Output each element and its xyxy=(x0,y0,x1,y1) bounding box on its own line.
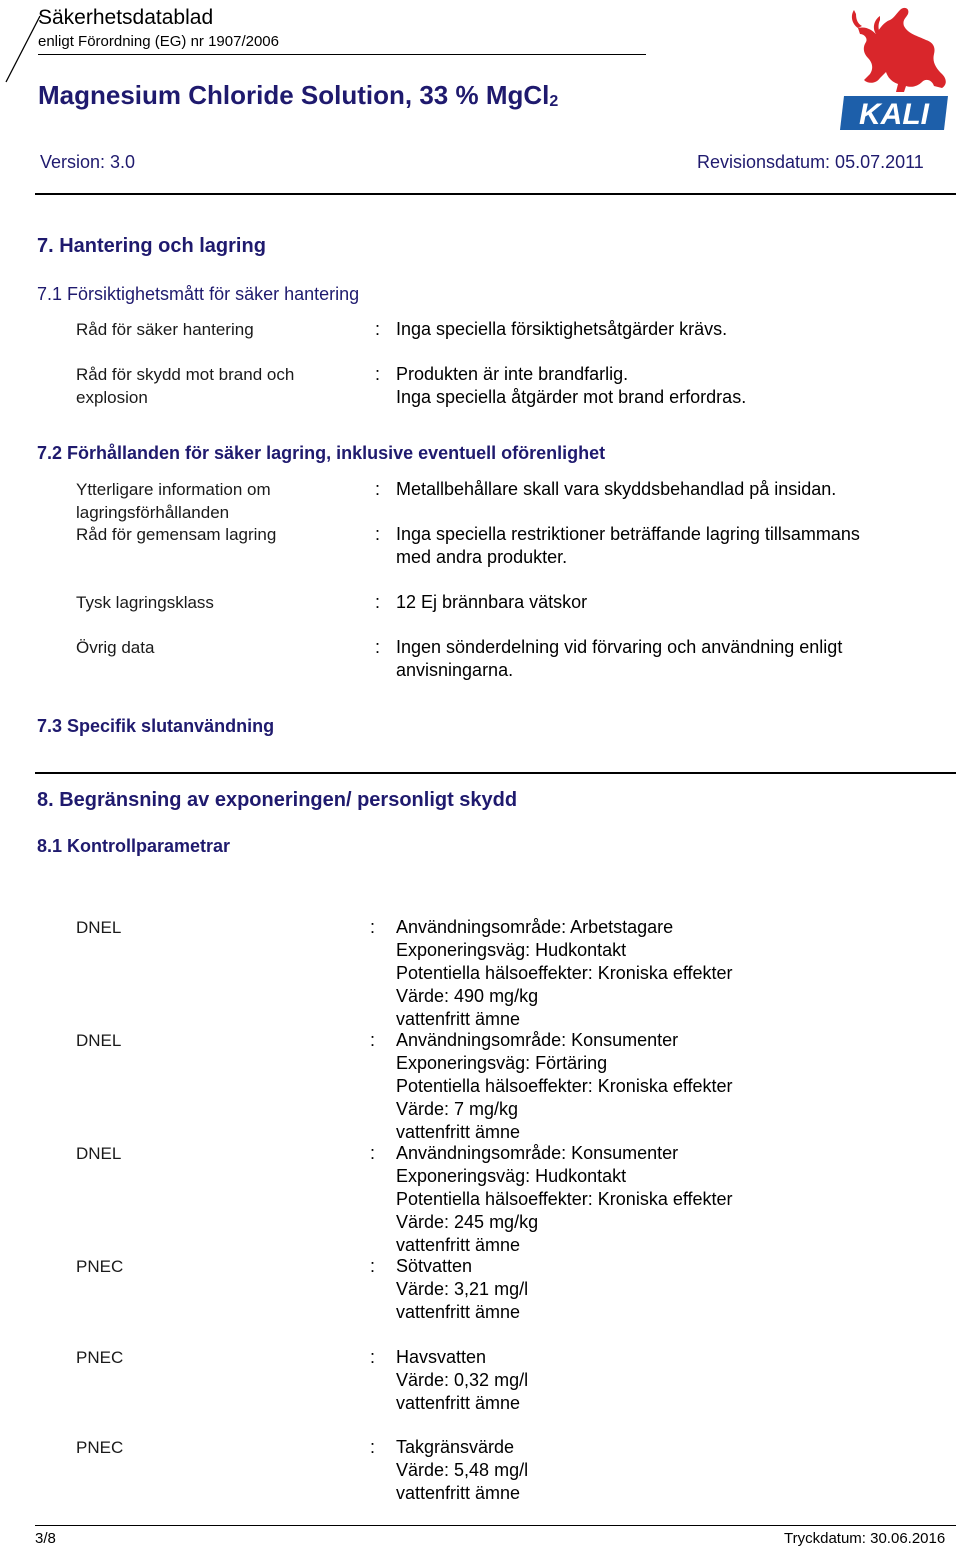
row-colon: : xyxy=(370,1256,376,1276)
param-type: PNEC xyxy=(76,1438,124,1457)
header-bottom-rule xyxy=(35,193,956,195)
section-7-1-title: 7.1 Försiktighetsmått för säker hantering xyxy=(37,284,360,304)
section-7-3-title: 7.3 Specifik slutanvändning xyxy=(37,716,275,736)
kali-logo xyxy=(838,4,954,136)
section-8-title: 8. Begränsning av exponeringen/ personligt skydd xyxy=(37,789,518,811)
product-name xyxy=(38,80,558,111)
param-value: Havsvatten Värde: 0,32 mg/l vattenfritt ämne xyxy=(396,1347,529,1413)
page-number: 3/8 xyxy=(35,1530,56,1547)
product-name-subscript: 2 xyxy=(549,93,559,110)
document-type: Säkerhetsdatablad xyxy=(38,6,214,29)
row-label: Råd för säker hantering xyxy=(76,320,254,339)
param-value: Användningsområde: Konsumenter Exponeringsväg: Förtäring Potentiella hälsoeffekter: Kroniska effekter Värde: 7 mg/kg vattenfritt ämne xyxy=(396,1030,733,1142)
row-colon: : xyxy=(370,1143,376,1163)
param-value: Användningsområde: Arbetstagare Exponeringsväg: Hudkontakt Potentiella hälsoeffekter: Kroniska effekter Värde: 490 mg/kg vattenfritt ämne xyxy=(396,917,733,1029)
row-colon: : xyxy=(375,524,381,544)
version-label: Version: 3.0 xyxy=(40,152,136,172)
row-colon: : xyxy=(375,637,381,657)
section-7-2-title: 7.2 Förhållanden för säker lagring, inklusive eventuell oförenlighet xyxy=(37,443,606,463)
param-type: DNEL xyxy=(76,1031,122,1050)
svg-text:KALI: KALI xyxy=(859,98,929,131)
row-label: Ytterligare information om lagringsförhållanden xyxy=(76,480,271,522)
footer-rule xyxy=(35,1525,956,1526)
section-8-1-title: 8.1 Kontrollparametrar xyxy=(37,836,231,856)
row-value: 12 Ej brännbara vätskor xyxy=(396,592,588,612)
row-value: Inga speciella restriktioner beträffande lagring tillsammans med andra produkter. xyxy=(396,524,860,567)
product-name-text: Magnesium Chloride Solution, 33 % MgCl xyxy=(38,80,550,110)
row-colon: : xyxy=(375,319,381,339)
row-colon: : xyxy=(370,1347,376,1367)
row-colon: : xyxy=(370,917,376,937)
row-colon: : xyxy=(370,1030,376,1050)
row-colon: : xyxy=(375,479,381,499)
row-label: Tysk lagringsklass xyxy=(76,593,214,612)
header-divider xyxy=(38,54,646,55)
row-label: Råd för gemensam lagring xyxy=(76,525,277,544)
section-divider xyxy=(35,772,956,774)
param-value: Användningsområde: Konsumenter Exponeringsväg: Hudkontakt Potentiella hälsoeffekter: Kroniska effekter Värde: 245 mg/kg vattenfritt ämne xyxy=(396,1143,733,1255)
param-type: PNEC xyxy=(76,1257,124,1276)
kali-badge xyxy=(840,96,948,131)
param-value: Sötvatten Värde: 3,21 mg/l vattenfritt ämne xyxy=(396,1256,529,1322)
row-value: Inga speciella försiktighetsåtgärder krävs. xyxy=(396,319,728,339)
param-type: PNEC xyxy=(76,1348,124,1367)
section-7-title: 7. Hantering och lagring xyxy=(37,235,266,257)
row-colon: : xyxy=(370,1437,376,1457)
row-colon: : xyxy=(375,592,381,612)
row-label: Övrig data xyxy=(76,638,155,657)
regulation-reference: enligt Förordning (EG) nr 1907/2006 xyxy=(38,33,279,50)
print-date: Tryckdatum: 30.06.2016 xyxy=(784,1530,946,1547)
row-value: Ingen sönderdelning vid förvaring och användning enligt anvisningarna. xyxy=(396,637,843,680)
param-value: Takgränsvärde Värde: 5,48 mg/l vattenfritt ämne xyxy=(396,1437,529,1503)
param-type: DNEL xyxy=(76,1144,122,1163)
param-type: DNEL xyxy=(76,918,122,937)
row-colon: : xyxy=(375,364,381,384)
revision-date: Revisionsdatum: 05.07.2011 xyxy=(697,152,924,172)
row-label: Råd för skydd mot brand och explosion xyxy=(76,365,295,407)
row-value: Metallbehållare skall vara skyddsbehandlad på insidan. xyxy=(396,479,837,499)
row-value: Produkten är inte brandfarlig. Inga speciella åtgärder mot brand erfordras. xyxy=(396,364,747,407)
bull-icon xyxy=(852,8,946,92)
